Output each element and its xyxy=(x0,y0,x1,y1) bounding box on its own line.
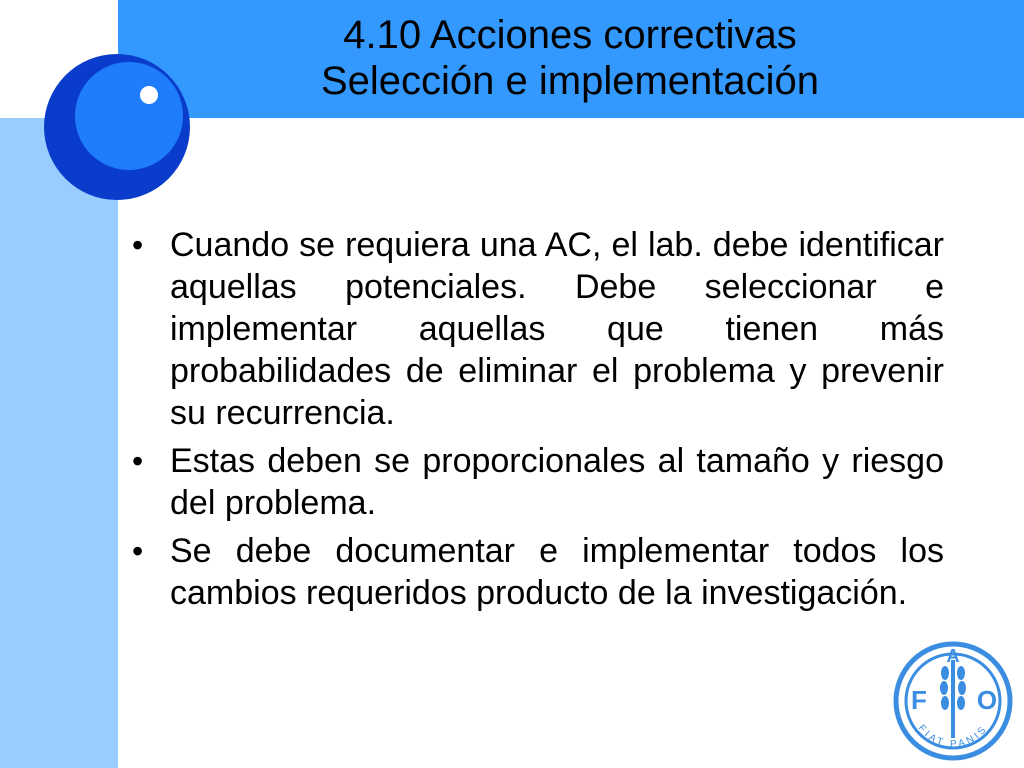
slide-title-line-1: 4.10 Acciones correctivas xyxy=(343,13,797,57)
fao-logo-letter-a: A xyxy=(946,646,960,666)
bullet-text: Cuando se requiera una AC, el lab. debe identificar aquellas potenciales. Debe seleccionar e implementar aquellas que tienen más probabilidades de eliminar el problema y prevenir su recurrencia. xyxy=(170,226,944,432)
decorative-circle-inner xyxy=(75,62,183,170)
left-sidebar-bar xyxy=(0,118,118,768)
slide-title-line-2: Selección e implementación xyxy=(320,59,820,103)
bullet-marker: • xyxy=(132,227,144,263)
fao-logo-icon xyxy=(892,640,1014,762)
fao-logo-letter-f: F xyxy=(911,685,927,715)
bullet-text: Se debe documentar e implementar todos los cambios requeridos producto de la investigación. xyxy=(170,532,944,612)
bullet-item xyxy=(128,440,944,524)
bullet-text: Estas deben se proporcionales al tamaño y riesgo del problema. xyxy=(170,442,944,522)
bullet-item xyxy=(128,530,944,614)
bullet-item xyxy=(128,224,944,434)
bullet-marker: • xyxy=(132,443,144,479)
bullet-marker: • xyxy=(132,533,144,569)
fao-logo-motto: FIAT PANIS xyxy=(915,722,991,751)
slide-title xyxy=(180,12,960,104)
bullet-list xyxy=(128,224,944,620)
decorative-dot xyxy=(140,86,158,104)
fao-logo-letter-o: O xyxy=(976,685,998,715)
